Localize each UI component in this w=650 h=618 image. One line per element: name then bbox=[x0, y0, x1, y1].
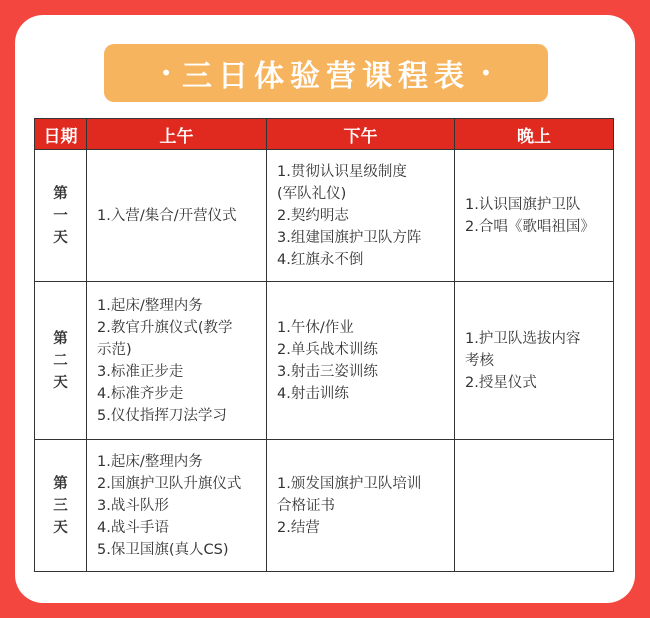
list-item: 3.射击三姿训练 bbox=[277, 363, 378, 380]
list-item: 2.教官升旗仪式(教学 bbox=[97, 319, 233, 336]
day-char: 一 bbox=[53, 207, 68, 224]
day-label-1 bbox=[35, 150, 87, 282]
day2-morning-cell bbox=[87, 282, 267, 440]
list-item: 1.起床/整理内务 bbox=[97, 297, 203, 314]
day-char: 三 bbox=[53, 497, 68, 514]
day1-afternoon-cell bbox=[267, 150, 455, 282]
list-item: 4.红旗永不倒 bbox=[277, 251, 364, 268]
list-item: 3.战斗队形 bbox=[97, 497, 169, 514]
header-evening: 晚上 bbox=[455, 119, 614, 150]
day3-morning-cell bbox=[87, 440, 267, 572]
list-item: 5.保卫国旗(真人CS) bbox=[97, 541, 229, 558]
day-label-2 bbox=[35, 282, 87, 440]
header-date: 日期 bbox=[35, 119, 87, 150]
day1-morning-cell bbox=[87, 150, 267, 282]
list-item: 2.合唱《歌唱祖国》 bbox=[465, 218, 595, 235]
header-row bbox=[35, 119, 614, 150]
title-dot-left: • bbox=[160, 61, 172, 85]
day-char: 天 bbox=[53, 229, 68, 246]
list-item: 1.认识国旗护卫队 bbox=[465, 196, 581, 213]
day-char: 天 bbox=[53, 519, 68, 536]
list-item: 1.贯彻认识星级制度 bbox=[277, 163, 407, 180]
list-item-continuation: 示范) bbox=[97, 341, 132, 358]
day-char: 二 bbox=[53, 352, 68, 369]
list-item-continuation: (军队礼仪) bbox=[277, 185, 347, 202]
list-item-continuation: 考核 bbox=[465, 352, 494, 369]
list-item: 4.射击训练 bbox=[277, 385, 349, 402]
header-afternoon: 下午 bbox=[267, 119, 455, 150]
day3-afternoon-cell bbox=[267, 440, 455, 572]
day-row-2 bbox=[35, 282, 614, 440]
page-title: 三日体验营课程表 bbox=[182, 59, 470, 94]
list-item: 3.标准正步走 bbox=[97, 363, 184, 380]
day-char: 第 bbox=[53, 475, 68, 492]
day-label-3 bbox=[35, 440, 87, 572]
list-item: 4.战斗手语 bbox=[97, 519, 169, 536]
list-item-continuation: 合格证书 bbox=[277, 497, 335, 514]
list-item: 1.起床/整理内务 bbox=[97, 453, 203, 470]
list-item: 3.组建国旗护卫队方阵 bbox=[277, 229, 422, 246]
schedule-table bbox=[34, 118, 614, 572]
title-dot-right: • bbox=[480, 61, 492, 85]
list-item: 2.契约明志 bbox=[277, 207, 349, 224]
list-item: 1.颁发国旗护卫队培训 bbox=[277, 475, 422, 492]
day-row-3 bbox=[35, 440, 614, 572]
list-item: 2.单兵战术训练 bbox=[277, 341, 378, 358]
list-item: 1.入营/集合/开营仪式 bbox=[97, 207, 237, 224]
day-row-1 bbox=[35, 150, 614, 282]
day-char: 第 bbox=[53, 185, 68, 202]
list-item: 2.结营 bbox=[277, 519, 320, 536]
day-char: 天 bbox=[53, 374, 68, 391]
day-char: 第 bbox=[53, 330, 68, 347]
day3-evening-cell bbox=[455, 440, 614, 572]
day1-evening-cell bbox=[455, 150, 614, 282]
day2-afternoon-cell bbox=[267, 282, 455, 440]
title-banner bbox=[104, 44, 548, 102]
day2-evening-cell bbox=[455, 282, 614, 440]
list-item: 5.仪仗指挥刀法学习 bbox=[97, 407, 227, 424]
list-item: 2.国旗护卫队升旗仪式 bbox=[97, 475, 242, 492]
list-item: 1.午休/作业 bbox=[277, 319, 354, 336]
list-item: 2.授星仪式 bbox=[465, 374, 537, 391]
list-item: 1.护卫队选拔内容 bbox=[465, 330, 581, 347]
list-item: 4.标准齐步走 bbox=[97, 385, 184, 402]
header-morning: 上午 bbox=[87, 119, 267, 150]
